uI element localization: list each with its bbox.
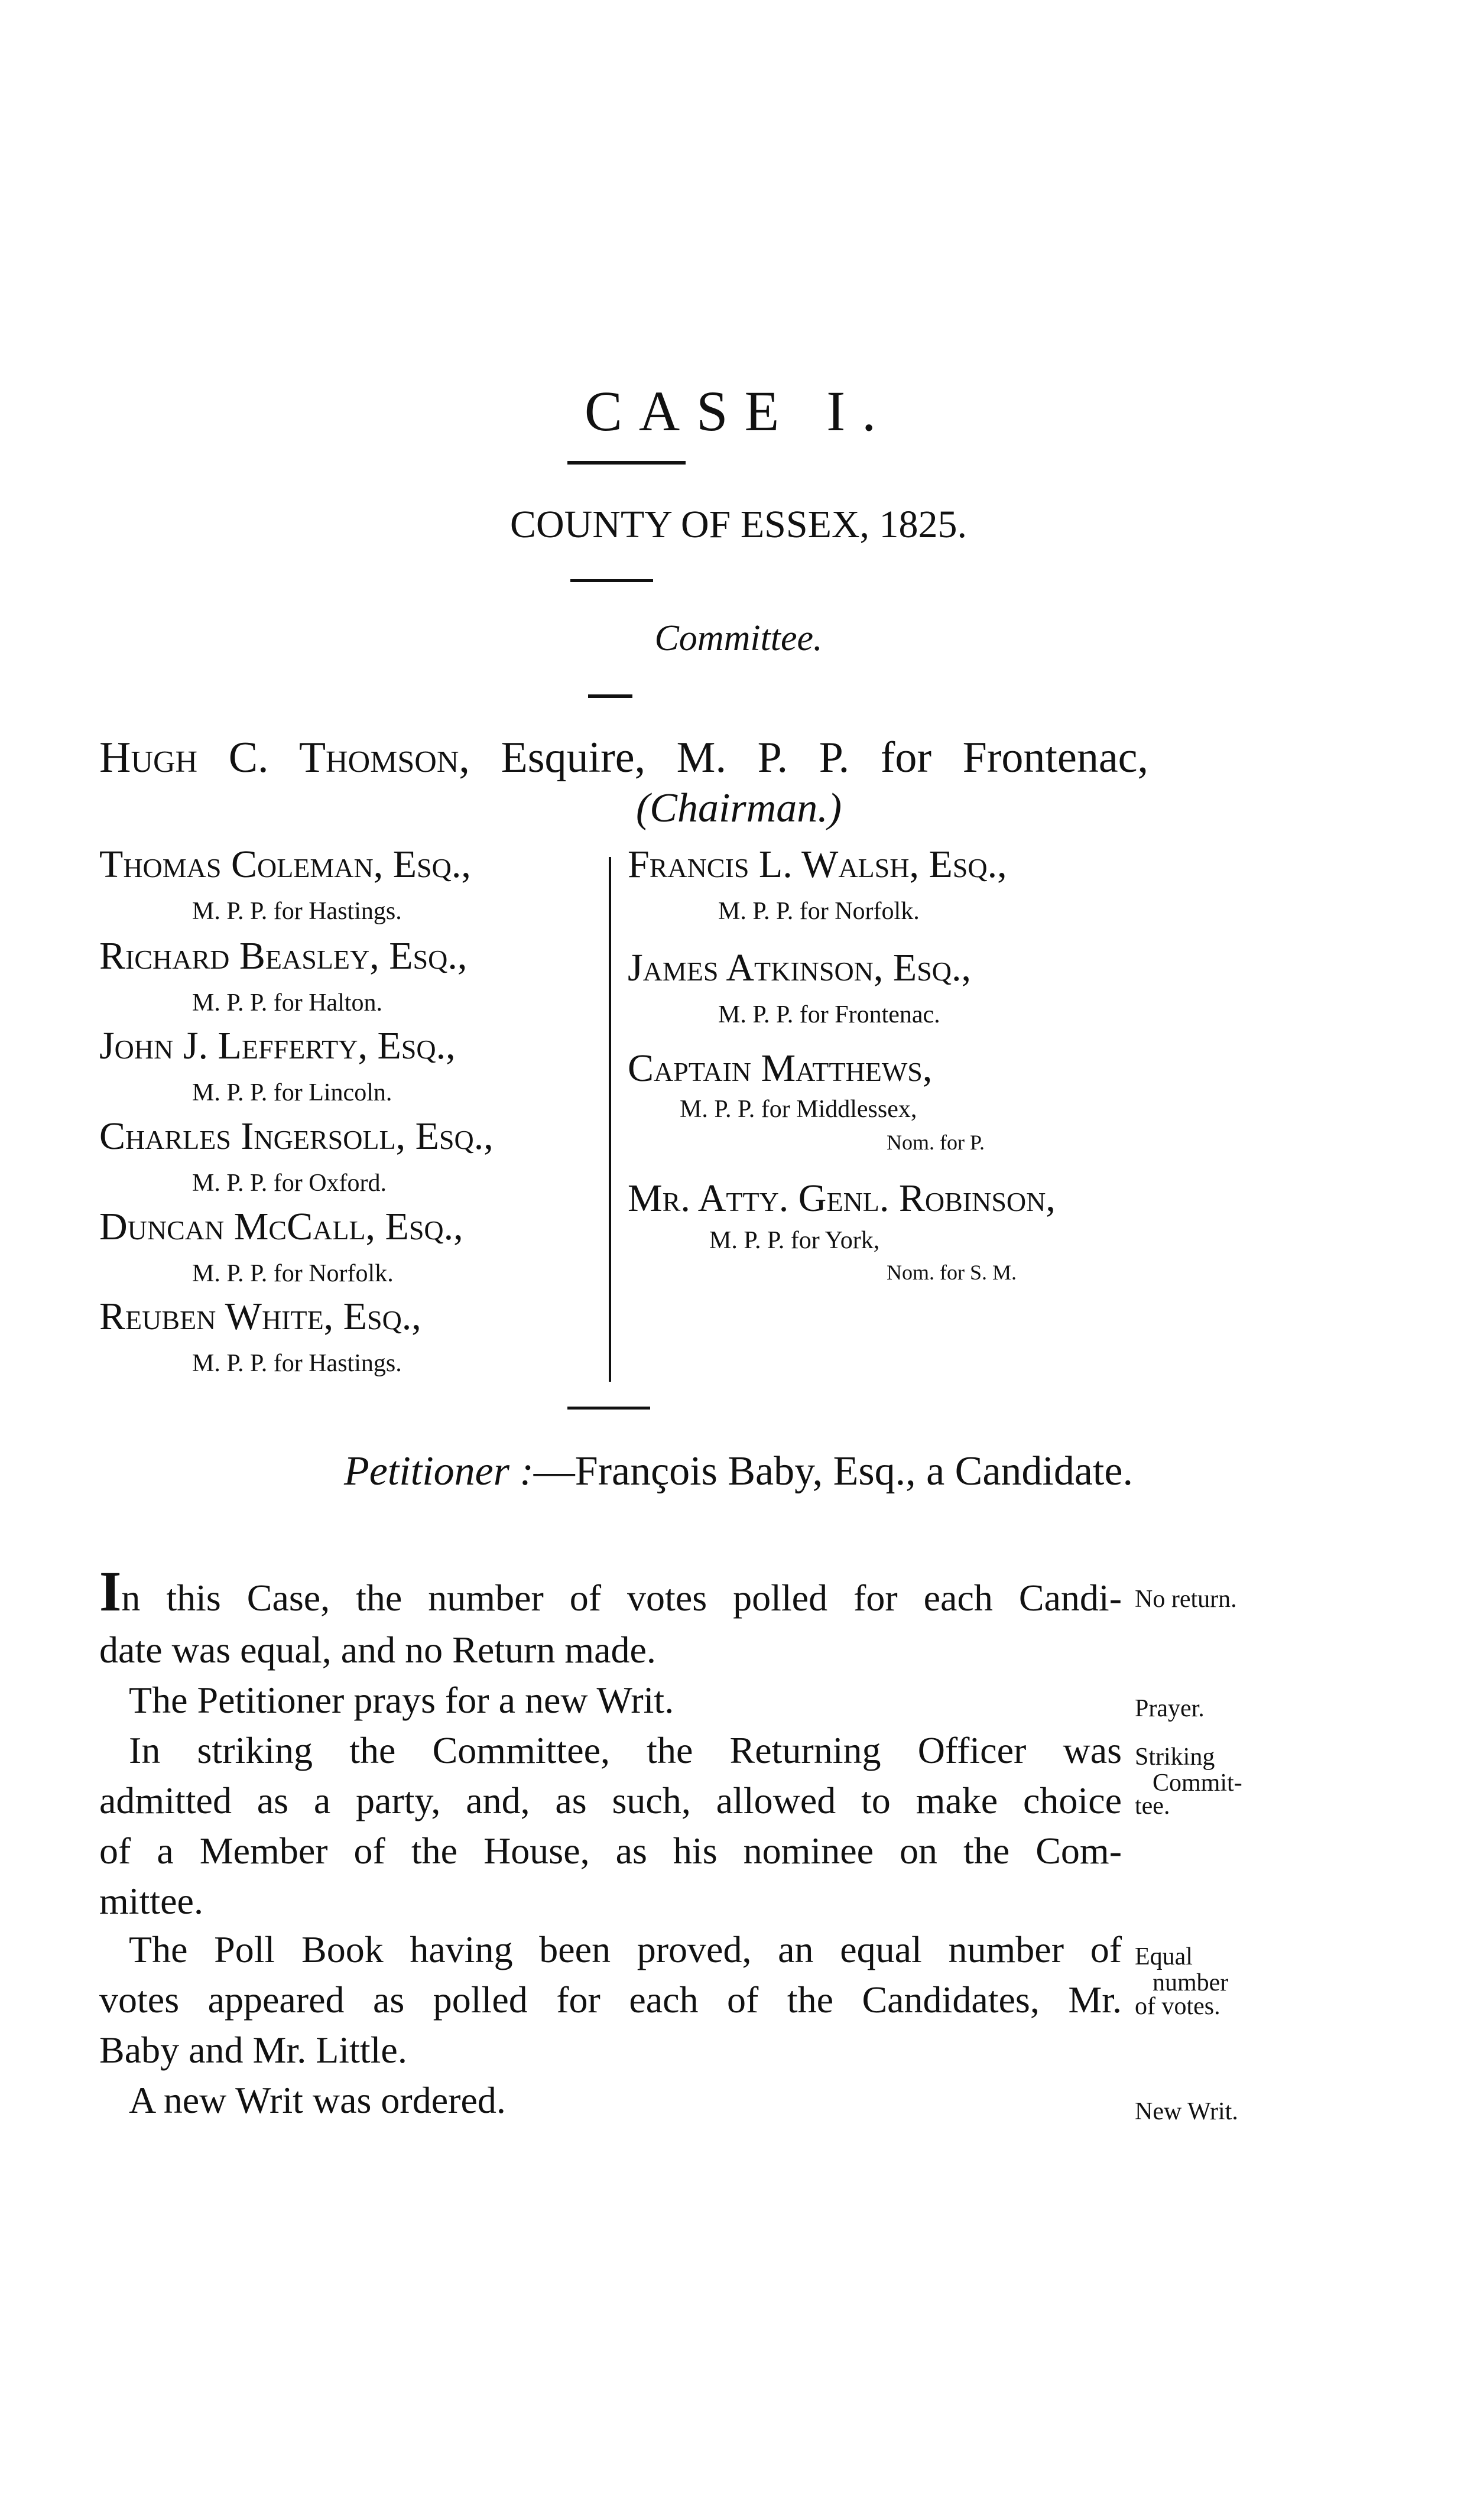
member-name: Charles Ingersoll, Esq., (99, 1115, 494, 1158)
member-name: Duncan McCall, Esq., (99, 1205, 463, 1248)
member-seat: M. P. P. for Norfolk. (718, 898, 920, 925)
body-line: A new Writ was ordered. (129, 2079, 506, 2121)
margin-note: New Writ. (1135, 2098, 1238, 2125)
body-line: mittee. (99, 1880, 203, 1922)
chairman-word: Esquire, (501, 733, 646, 782)
chairman-word: for (880, 733, 932, 782)
margin-note: Equal (1135, 1943, 1193, 1970)
body-line (99, 1560, 1122, 1623)
body-line: votes appeared as polled for each of the Candidates, Mr. (99, 1979, 1122, 2021)
body-line: Baby and Mr. Little. (99, 2029, 407, 2071)
member-seat: M. P. P. for Oxford. (192, 1170, 387, 1197)
divider-rule (588, 694, 632, 698)
member-name: Richard Beasley, Esq., (99, 934, 468, 978)
margin-note: Commit- (1153, 1769, 1242, 1797)
divider-rule (570, 579, 653, 582)
petitioner-line (0, 1448, 1477, 1495)
member-name-text: Mr. Atty. Genl. Robinson, (628, 1177, 1056, 1220)
divider-rule (567, 1407, 650, 1410)
member-name: Captain Matthews, (628, 1047, 933, 1090)
member-seat: M. P. P. for Middlessex, (680, 1096, 917, 1123)
member-name: John J. Lefferty, Esq., (99, 1024, 456, 1067)
chairman-word: P. (757, 733, 788, 782)
margin-note: Prayer. (1135, 1695, 1205, 1722)
margin-note: of votes. (1135, 1993, 1220, 2020)
margin-note: No return. (1135, 1586, 1237, 1613)
margin-note: number (1153, 1969, 1229, 1996)
margin-note: Striking (1135, 1743, 1215, 1771)
chairman-name: Hugh C. Thomson, (99, 733, 470, 782)
case-title: CASE I. (584, 379, 893, 443)
chairman-word: P. (819, 733, 850, 782)
margin-note: tee. (1135, 1792, 1170, 1820)
member-seat: M. P. P. for Hastings. (192, 1350, 402, 1377)
body-line: date was equal, and no Return made. (99, 1629, 656, 1671)
body-line: admitted as a party, and, as such, allowed to make choice (99, 1779, 1122, 1821)
member-seat: M. P. P. for Norfolk. (192, 1260, 394, 1287)
body-line: The Poll Book having been proved, an equal number of (129, 1928, 1122, 1970)
committee-label: Committee. (654, 618, 823, 658)
member-seat: M. P. P. for Hastings. (192, 898, 402, 925)
drop-cap: I (99, 1560, 122, 1623)
petitioner-text: —François Baby, Esq., a Candidate. (533, 1449, 1133, 1494)
county-heading: COUNTY OF ESSEX, 1825. (509, 503, 968, 546)
member-name (628, 1176, 1056, 1221)
body-line: The Petitioner prays for a new Writ. (129, 1679, 674, 1721)
body-line: of a Member of the House, as his nominee on the Com- (99, 1830, 1122, 1872)
chairman-role: (Chairman.) (635, 785, 842, 831)
member-name: Reuben White, Esq., (99, 1295, 421, 1338)
member-name: James Atkinson, Esq., (628, 946, 972, 989)
chairman-line (99, 733, 1148, 783)
member-seat: M. P. P. for Frontenac. (718, 1001, 940, 1028)
member-nomination: Nom. for P. (887, 1131, 985, 1154)
chairman-word: Frontenac, (962, 733, 1149, 782)
member-seat: M. P. P. for York, (709, 1227, 880, 1254)
member-name: Thomas Coleman, Esq., (99, 843, 471, 886)
member-seat: M. P. P. for Halton. (192, 989, 383, 1017)
body-line: In striking the Committee, the Returning Officer was (129, 1729, 1122, 1771)
member-nomination: Nom. for S. M. (887, 1261, 1017, 1284)
chairman-word: M. (676, 733, 726, 782)
member-name: Francis L. Walsh, Esq., (628, 843, 1007, 886)
divider-rule (567, 461, 686, 465)
column-divider (609, 857, 611, 1382)
body-line-text: n this Case, the number of votes polled for each Candi- (121, 1577, 1122, 1619)
member-seat: M. P. P. for Lincoln. (192, 1079, 392, 1106)
petitioner-label: Petitioner : (344, 1449, 534, 1494)
